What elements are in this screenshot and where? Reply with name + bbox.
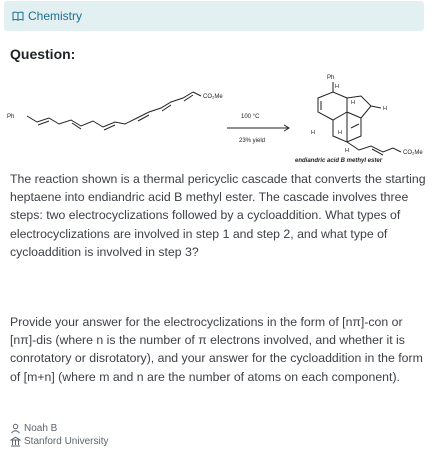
start-phenyl-label: Ph	[7, 114, 15, 120]
subject-label: Chemistry	[28, 9, 83, 23]
product-cage	[318, 82, 401, 155]
hydrogen-label-6: H	[345, 148, 349, 154]
author-name: Noah B	[24, 423, 58, 434]
yield-label: 23% yield	[239, 138, 266, 144]
temperature-label: 100 °C	[241, 114, 260, 120]
question-prompt: The reaction shown is a thermal pericyclic cascade that converts the starting heptaene into endiandric acid B methyl ester. The cascade involves three steps: two electrocyclizations followed by a cycloaddition. What types of electrocyclizations are involved in step 1 and step 2, and what type of cycloaddition is involved in step 3?	[10, 172, 426, 259]
start-ester-label: CO₂Me	[203, 94, 223, 100]
question-heading: Question:	[10, 46, 76, 62]
product-ester-label: CO₂Me	[403, 150, 423, 156]
hydrogen-label-2: H	[351, 100, 355, 106]
author-row	[10, 423, 57, 434]
hydrogen-label-3: H	[383, 106, 387, 112]
affiliation-row	[10, 436, 108, 447]
product-phenyl-label: Ph	[327, 75, 335, 81]
hydrogen-label-5: H	[338, 130, 342, 136]
hydrogen-label-4: H	[311, 130, 315, 136]
answer-format-instructions: Provide your answer for the electrocyclizations in the form of [nπ]-con or [nπ]-dis (where n is the number of π electrons involved, and whether it is conrotatory or disrotatory), and your answer for the cycloaddition in the form of [m+n] (where m and n are the number of atoms on each component).	[10, 315, 423, 384]
product-caption: endiandric acid B methyl ester	[295, 158, 383, 164]
hydrogen-label-1: H	[335, 84, 339, 90]
subject-tag[interactable]	[4, 1, 424, 31]
reaction-scheme-image	[5, 68, 435, 164]
person-icon	[10, 423, 21, 434]
book-icon	[12, 10, 24, 22]
starting-heptaene	[27, 92, 201, 130]
institution-icon	[10, 436, 21, 447]
affiliation-name: Stanford University	[24, 436, 109, 447]
